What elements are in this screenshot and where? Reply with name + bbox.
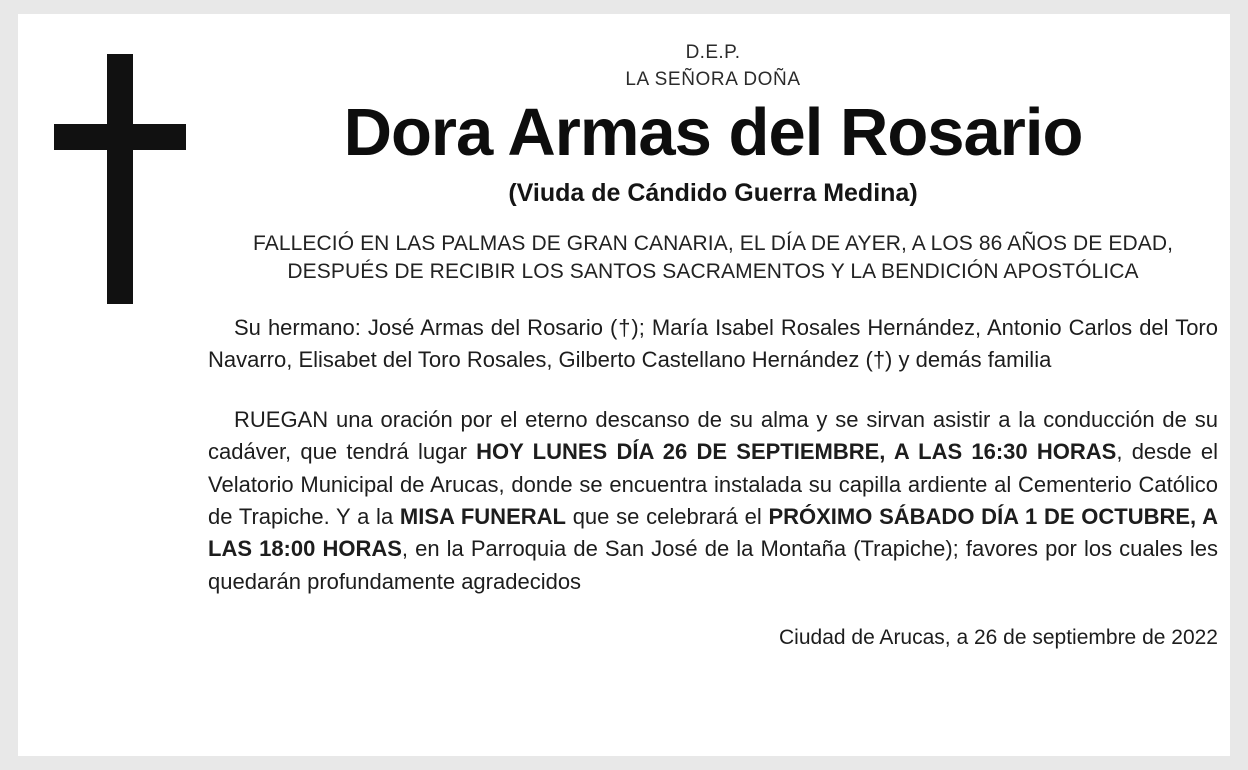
family-members-paragraph: Su hermano: José Armas del Rosario (†); María Isabel Rosales Hernández, Antonio Carlos del Toro Navarro, Elisabet del Toro Rosales, Gilberto Castellano Hernández (†) y demás familia — [208, 315, 1218, 373]
request-part-2: , desde el Velatorio Municipal de Arucas, donde se encuentra instalada su capilla ardiente al Cementerio Católico de Trapiche. Y a la — [208, 439, 1218, 530]
cross-horizontal-bar — [54, 124, 186, 150]
request-part-1: RUEGAN una oración por el eterno descanso de su alma y se sirvan asistir a la conducción de su cadáver, que tendrá lugar — [208, 407, 1218, 465]
dep-label: D.E.P. — [685, 42, 741, 63]
widow-of-line: (Viuda de Cándido Guerra Medina) — [508, 178, 918, 207]
funeral-request-paragraph — [208, 404, 1218, 598]
cross-vertical-bar — [107, 54, 133, 304]
request-emphasis-1: HOY LUNES DÍA 26 DE SEPTIEMBRE, A LAS 16:30 HORAS — [476, 439, 1117, 465]
request-part-3: que se celebrará el — [565, 504, 769, 530]
notice-content — [208, 40, 1218, 650]
honorific-label: LA SEÑORA DOÑA — [625, 68, 801, 90]
city-and-date: Ciudad de Arucas, a 26 de septiembre de 2022 — [779, 626, 1218, 650]
deceased-name: Dora Armas del Rosario — [343, 95, 1083, 171]
death-info — [208, 230, 1218, 287]
request-emphasis-3: PRÓXIMO SÁBADO DÍA 1 DE OCTUBRE, A LAS 18:00 HORAS — [208, 504, 1218, 562]
death-info-line-2: DESPUÉS DE RECIBIR LOS SANTOS SACRAMENTOS Y LA BENDICIÓN APOSTÓLICA — [287, 259, 1139, 283]
obituary-notice-card — [18, 14, 1230, 756]
request-part-4: , en la Parroquia de San José de la Montaña (Trapiche); favores por los cuales les quedarán profundamente agradecidos — [208, 536, 1218, 594]
latin-cross-icon — [34, 54, 204, 324]
death-info-line-1: FALLECIÓ EN LAS PALMAS DE GRAN CANARIA, EL DÍA DE AYER, A LOS 86 AÑOS DE EDAD, — [252, 231, 1174, 255]
request-emphasis-2: MISA FUNERAL — [399, 504, 566, 530]
